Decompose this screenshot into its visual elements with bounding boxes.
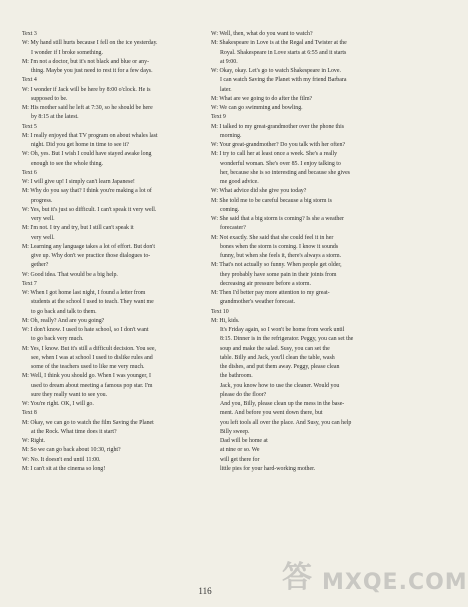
text-line: M: I'm not. I try and try, but I still can't speak it bbox=[22, 225, 134, 232]
text-line: It's Friday again, so I won't be home from work until bbox=[220, 327, 345, 333]
text-line: 8:15. Dinner is in the refrigerator. Peggy, you can set the bbox=[220, 336, 354, 343]
text-line: M: Okay, we can go to watch the film Saving the Planet bbox=[22, 419, 154, 426]
text-line: at nine or so. We bbox=[220, 447, 260, 454]
text-line: W: Well, then, what do you want to watch? bbox=[211, 31, 313, 37]
text-line: W: I don't know. I used to hate school, so I don't want bbox=[22, 327, 149, 333]
text-line: night. Did you get home in time to see it? bbox=[31, 142, 129, 148]
text-line: W: Right. bbox=[22, 438, 46, 444]
text-line: the dishes, and put them away. Peggy, please clean bbox=[220, 364, 340, 370]
text-line: W: I will give up! I simply can't learn Japanese! bbox=[22, 179, 135, 185]
text-line: used to dream about meeting a famous pop star. I'm bbox=[31, 382, 153, 389]
text-line: coming. bbox=[220, 206, 240, 213]
text-line: W: Yes, but it's just so difficult. I can't speak it very well. bbox=[22, 206, 157, 213]
text-line: W: You're right. OK, I will go. bbox=[22, 401, 94, 407]
text-line: M: Not exactly. She said that she could feel it in her bbox=[211, 234, 334, 241]
text-line: see, when I was at school I used to dislike rules and bbox=[31, 354, 153, 361]
text-line: at the Rock. What time does it start? bbox=[31, 428, 117, 435]
text-line: W: Okay, okay. Let's go to watch Shakespeare in Love. bbox=[211, 68, 341, 74]
text-line: M: I try to call her at least once a week. She's a really bbox=[211, 151, 338, 158]
text-line: later. bbox=[220, 86, 232, 93]
text-line: morning. bbox=[220, 132, 242, 139]
text-line: decreasing air pressure before a storm. bbox=[220, 280, 311, 287]
text-line: M: Learning any language takes a lot of effort. But don't bbox=[22, 243, 155, 250]
text-line: Dad will be home at bbox=[220, 438, 268, 444]
text-line: M: I talked to my great-grandmother over the phone this bbox=[211, 123, 344, 130]
text-line: little pies for your hard-working mother. bbox=[220, 465, 316, 472]
text-line: W: What advice did she give you today? bbox=[211, 188, 307, 195]
text-line: sure they really want to see you. bbox=[31, 391, 108, 398]
text-line: I can watch Saving the Planet with my friend Barbara bbox=[220, 77, 347, 84]
text-line: by 8:15 at the latest. bbox=[31, 114, 79, 121]
watermark-glyph: 答 bbox=[282, 560, 312, 595]
text-line: supposed to be. bbox=[31, 95, 68, 102]
text-line: table. Billy and Jack, you'll clean the table, wash bbox=[220, 354, 335, 361]
text-line: funny, but when she feels it, there's always a storm. bbox=[220, 253, 342, 259]
text-line: M: Why do you say that? I think you're making a lot of bbox=[22, 188, 152, 195]
watermark-logo bbox=[282, 558, 468, 600]
text-line: her, because she is so interesting and because she gives bbox=[220, 169, 350, 176]
left-column bbox=[22, 30, 202, 474]
section-heading: Text 8 bbox=[22, 410, 37, 417]
text-line: M: Oh, really? And are you going? bbox=[22, 317, 105, 324]
text-line: M: That's not actually so funny. When people get older, bbox=[211, 262, 342, 269]
text-line: M: Then I'd better pay more attention to my great- bbox=[211, 290, 330, 296]
text-line: at 9:00. bbox=[220, 58, 238, 65]
right-column bbox=[211, 30, 397, 474]
section-heading: Text 3 bbox=[22, 31, 37, 37]
text-line: I wonder if I broke something. bbox=[31, 49, 103, 56]
text-line: ment. And before you went down there, but bbox=[220, 410, 323, 417]
text-line: M: She told me to be careful because a big storm is bbox=[211, 197, 332, 204]
text-line: W: When I got home last night, I found a letter from bbox=[22, 290, 146, 296]
section-heading: Text 6 bbox=[22, 169, 37, 176]
text-line: you left tools all over the place. And Susy, you can help bbox=[220, 419, 352, 426]
text-line: soup and make the salad. Susy, you can set the bbox=[220, 345, 330, 352]
text-line: M: Yes, I know. But it's still a difficult decision. You see, bbox=[22, 345, 156, 352]
text-line: will get there for bbox=[220, 456, 260, 463]
text-line: some of the teachers used to like me very much. bbox=[31, 364, 145, 370]
text-line: M: What are we going to do after the film? bbox=[211, 95, 313, 102]
page-number: 116 bbox=[198, 586, 212, 596]
text-line: students at the school I used to teach. They want me bbox=[31, 299, 154, 306]
text-line: W: My hand still hurts because I fell on the ice yesterday. bbox=[22, 40, 158, 47]
text-line: very well. bbox=[31, 234, 55, 241]
text-line: W: We can go swimming and bowling. bbox=[211, 105, 303, 111]
text-line: M: Shakespeare in Love is at the Regal and Twister at the bbox=[211, 40, 347, 47]
text-line: Jack, you know how to use the cleaner. Would you bbox=[220, 382, 340, 389]
text-line: M: I really enjoyed that TV program on about whales last bbox=[22, 132, 158, 139]
text-line: Royal. Shakespeare in Love starts at 6:55 and it starts bbox=[220, 49, 347, 56]
text-line: M: Well, I think you should go. When I was younger, I bbox=[22, 373, 151, 380]
text-line: wonderful woman. She's over 85. I enjoy talking to bbox=[220, 160, 341, 167]
section-heading: Text 4 bbox=[22, 77, 37, 84]
text-line: W: Oh, yes. But I wish I could have stayed awake long bbox=[22, 151, 152, 158]
text-line: W: Your great-grandmother? Do you talk with her often? bbox=[211, 142, 346, 148]
text-line: W: No. It doesn't end until 11:00. bbox=[22, 456, 101, 463]
text-line: And you, Billy, please clean up the mess in the base- bbox=[220, 401, 345, 407]
text-line: Billy sweep. bbox=[220, 428, 250, 435]
text-line: give up. Why don't we practice those dialogues to- bbox=[31, 253, 151, 259]
text-line: W: I wonder if Jack will be here by 8:00 o'clock. He is bbox=[22, 86, 151, 93]
text-line: M: I'm not a doctor, but it's not black and blue or any- bbox=[22, 58, 150, 65]
text-line: please do the floor? bbox=[220, 391, 267, 398]
text-line: bones when the storm is coming. I know it sounds bbox=[220, 243, 339, 250]
text-line: to go back very much. bbox=[31, 336, 84, 343]
text-line: to go back and talk to them. bbox=[31, 308, 97, 315]
text-line: M: I can't sit at the cinema so long! bbox=[22, 465, 106, 472]
text-line: W: She said that a big storm is coming? Is she a weather bbox=[211, 216, 344, 222]
text-line: the bathroom. bbox=[220, 373, 253, 380]
text-line: M: So we can go back about 10:30, right? bbox=[22, 447, 121, 454]
text-line: forecaster? bbox=[220, 225, 246, 232]
section-heading: Text 5 bbox=[22, 123, 37, 130]
text-line: thing. Maybe you just need to rest it for a few days. bbox=[31, 68, 153, 74]
section-heading: Text 10 bbox=[211, 308, 229, 315]
text-line: grandmother's weather forecast. bbox=[220, 299, 296, 306]
watermark-text: MXQE.COM bbox=[322, 570, 468, 595]
text-line: they probably have some pain in their joints from bbox=[220, 271, 337, 278]
text-line: progress. bbox=[31, 197, 53, 204]
text-line: very well. bbox=[31, 216, 55, 222]
text-line: enough to see the whole thing. bbox=[31, 160, 103, 167]
text-line: W: Good idea. That would be a big help. bbox=[22, 271, 118, 278]
section-heading: Text 9 bbox=[211, 114, 226, 121]
text-line: M: His mother said he left at 7:30, so he should be here bbox=[22, 105, 153, 111]
section-heading: Text 7 bbox=[22, 280, 37, 287]
text-line: M: Hi, kids. bbox=[211, 317, 240, 324]
text-line: me good advice. bbox=[220, 179, 259, 185]
text-line: gether? bbox=[31, 262, 49, 269]
